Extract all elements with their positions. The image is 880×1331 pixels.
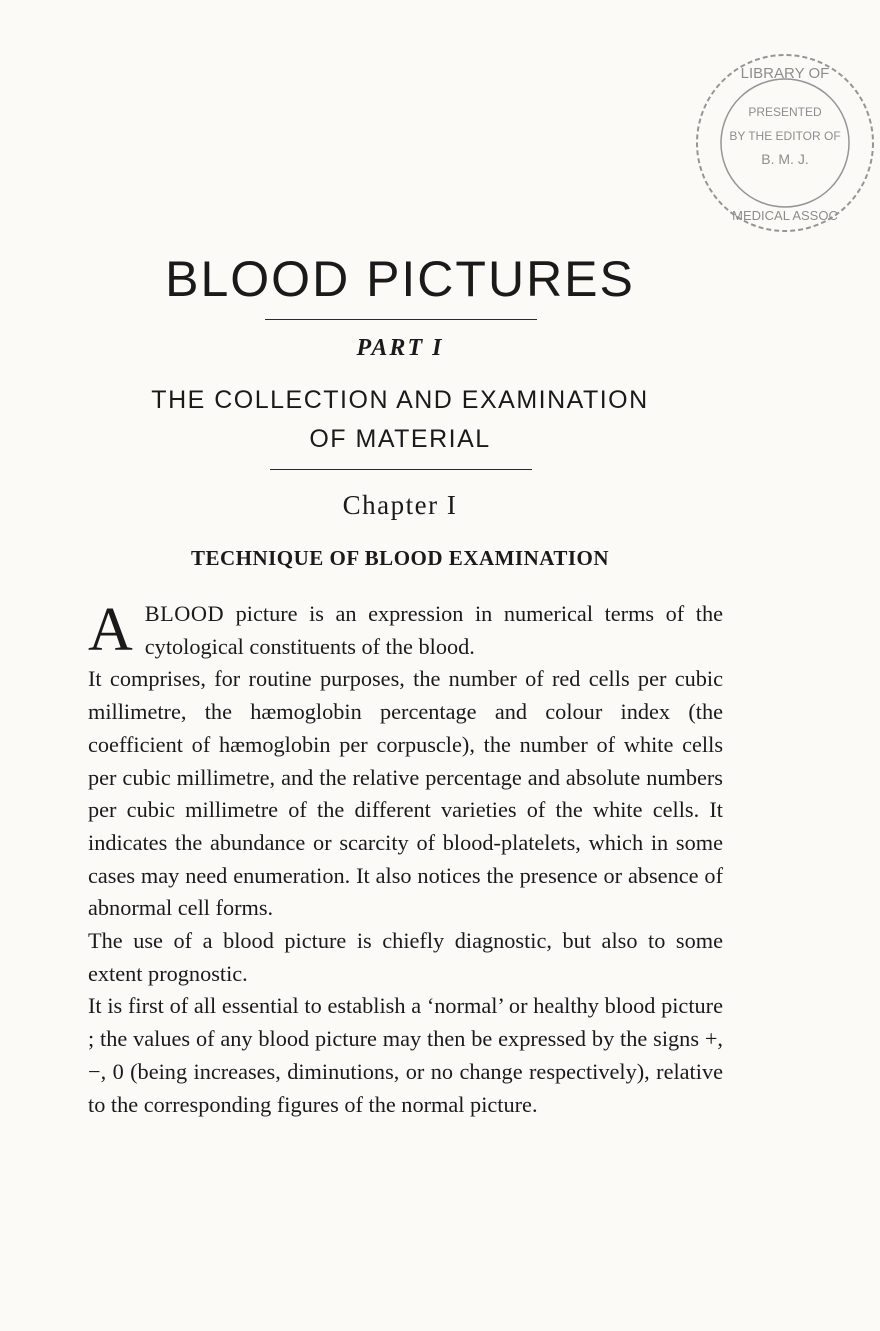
stamp-text-editor: BY THE EDITOR OF (729, 129, 841, 143)
stamp-text-top: LIBRARY OF (740, 65, 830, 82)
chapter-label: Chapter I (342, 490, 458, 520)
body-text (88, 598, 723, 1121)
stamp-text-bottom: MEDICAL ASSOC (732, 208, 838, 223)
stamp-text-presented: PRESENTED (748, 105, 822, 119)
divider-top (265, 319, 537, 320)
part-title-line-2: OF MATERIAL (309, 425, 491, 453)
divider-bottom (270, 469, 532, 470)
drop-cap: A (88, 596, 133, 664)
chapter-title: TECHNIQUE OF BLOOD EXAMINATION (190, 546, 610, 570)
stamp-text-bmj: B. M. J. (761, 151, 809, 167)
paragraph-4: It is first of all essential to establish a ‘normal’ or healthy blood picture ; the values of any blood picture may then be expressed by the signs +, −, 0 (being increases, diminutions, or no change respectively), relative to the corresponding figures of the normal picture. (88, 993, 723, 1117)
library-stamp (690, 48, 880, 238)
part-title-line-1: THE COLLECTION AND EXAMINATION (151, 386, 649, 414)
part-label: PART I (356, 335, 444, 361)
paragraph-2: It comprises, for routine purposes, the number of red cells per cubic millimetre, the hæmoglobin percentage and colour index (the coefficient of hæmoglobin per corpuscle), the number of white cells per cubic millimetre, and the relative percentage and absolute numbers per cubic millimetre of the different varieties of the white cells. It indicates the abundance or scarcity of blood-platelets, which in some cases may need enumeration. It also notices the presence or absence of abnormal cell forms. (88, 666, 723, 921)
first-word: BLOOD (144, 601, 225, 626)
paragraph-1-text: picture is an expression in numerical terms of the cytological constituents of the blood. (144, 601, 723, 659)
book-title: BLOOD PICTURES (165, 251, 635, 307)
paragraph-3: The use of a blood picture is chiefly diagnostic, but also to some extent prognostic. (88, 928, 723, 986)
stamp-seal (690, 48, 880, 238)
paragraph-1 (88, 598, 723, 663)
